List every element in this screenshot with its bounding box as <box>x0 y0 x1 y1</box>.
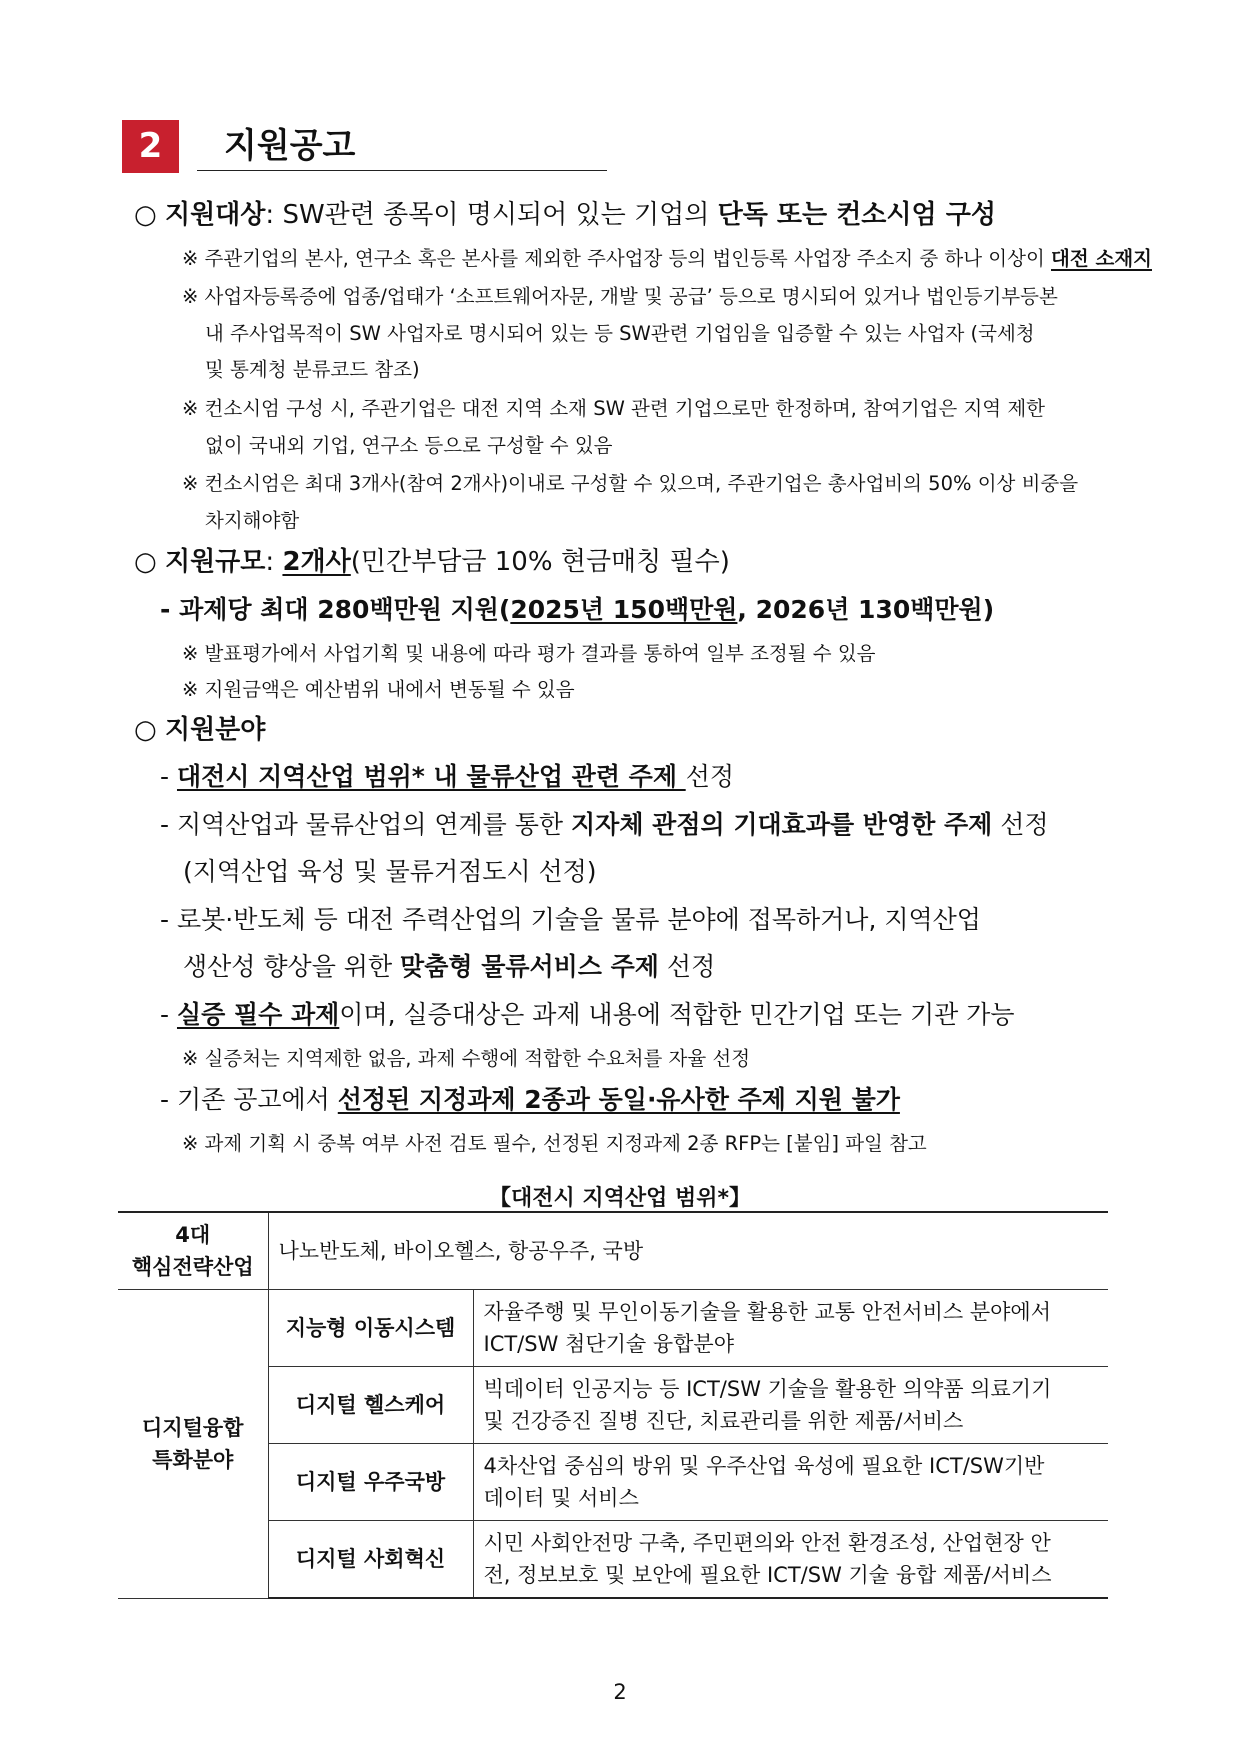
scale-emph: 2개사 <box>282 547 351 577</box>
item-description: 4차산업 중심의 방위 및 우주산업 육성에 필요한 ICT/SW기반 데이터 및 서비스 <box>473 1444 1108 1521</box>
field-item-5: - 기존 공고에서 선정된 지정과제 2종과 동일·유사한 주제 지원 불가 <box>160 1085 900 1114</box>
item-description: 자율주행 및 무인이동기술을 활용한 교통 안전서비스 분야에서 ICT/SW 첨단기술 융합분야 <box>473 1290 1108 1367</box>
item-name: 디지털 사회혁신 <box>268 1521 473 1599</box>
field-label: 지원분야 <box>164 715 266 745</box>
item-description: 빅데이터 인공지능 등 ICT/SW 기술을 활용한 의약품 의료기기 및 건강증진 질병 진단, 치료관리를 위한 제품/서비스 <box>473 1367 1108 1444</box>
table-row <box>118 1290 1108 1367</box>
item-name: 디지털 우주국방 <box>268 1444 473 1521</box>
field-item-1: - 대전시 지역산업 범위* 내 물류산업 관련 주제 선정 <box>160 762 734 791</box>
target-note-1-emph: 대전 소재지 <box>1051 247 1152 270</box>
target-note-4-line-2: 차지해야함 <box>205 509 300 532</box>
item-description: 시민 사회안전망 구축, 주민편의와 안전 환경조성, 산업현장 안 전, 정보보호 및 보안에 필요한 ICT/SW 기술 융합 제품/서비스 <box>473 1521 1108 1599</box>
target-note-3-line-2: 없이 국내외 기업, 연구소 등으로 구성할 수 있음 <box>205 434 613 457</box>
item-name: 지능형 이동시스템 <box>268 1290 473 1367</box>
scale-note-2: ※ 지원금액은 예산범위 내에서 변동될 수 있음 <box>182 678 575 701</box>
target-note-1: ※ 주관기업의 본사, 연구소 혹은 본사를 제외한 주사업장 등의 법인등록 사업장 주소지 중 하나 이상이 대전 소재지 <box>182 247 1152 270</box>
industry-scope-table <box>118 1211 1108 1599</box>
scale-funding-line: - 과제당 최대 280백만원 지원(2025년 150백만원, 2026년 130백만원) <box>160 595 995 624</box>
target-note-3-line-1: ※ 컨소시엄 구성 시, 주관기업은 대전 지역 소재 SW 관련 기업으로만 한정하며, 참여기업은 지역 제한 <box>182 397 1045 420</box>
scale-rest: (민간부담금 10% 현금매칭 필수) <box>350 547 730 577</box>
scale-funding-2025: 2025년 150백만원 <box>510 595 738 624</box>
section-number-badge: 2 <box>122 120 179 173</box>
row-label-digital-convergence: 디지털융합 특화분야 <box>118 1290 268 1599</box>
field-item-3-line-2: 생산성 향상을 위한 맞춤형 물류서비스 주제 선정 <box>183 952 716 981</box>
target-note-2-line-2: 내 주사업목적이 SW 사업자로 명시되어 있는 등 SW관련 기업임을 입증할 수 있는 사업자 (국세청 <box>205 322 1035 345</box>
scale-label: 지원규모 <box>164 547 266 577</box>
bullet-circle-icon: ○ <box>134 200 157 230</box>
field-item-2-line-2: (지역산업 육성 및 물류거점도시 선정) <box>183 857 597 886</box>
field-item-3: - 로봇·반도체 등 대전 주력산업의 기술을 물류 분야에 접목하거나, 지역산업 <box>160 905 981 934</box>
field-item-4: - 실증 필수 과제이며, 실증대상은 과제 내용에 적합한 민간기업 또는 기관 가능 <box>160 1000 1015 1029</box>
target-emph: 단독 또는 컨소시엄 구성 <box>717 200 996 230</box>
target-text: SW관련 종목이 명시되어 있는 기업의 <box>274 200 718 230</box>
section-title-underline <box>197 170 607 171</box>
target-heading: ○ 지원대상: SW관련 종목이 명시되어 있는 기업의 단독 또는 컨소시엄 구성 <box>134 200 996 230</box>
target-note-2-line-3: 및 통계청 분류코드 참조) <box>205 358 420 381</box>
bullet-circle-icon: ○ <box>134 715 157 745</box>
target-label: 지원대상 <box>164 200 266 230</box>
row-label-core-industries: 4대 핵심전략산업 <box>118 1212 268 1290</box>
field-item-4-note: ※ 실증처는 지역제한 없음, 과제 수행에 적합한 수요처를 자율 선정 <box>182 1047 751 1070</box>
table-caption: 【대전시 지역산업 범위*】 <box>488 1186 752 1211</box>
section-title: 지원공고 <box>224 126 356 166</box>
scale-heading: ○ 지원규모: 2개사(민간부담금 10% 현금매칭 필수) <box>134 547 730 577</box>
scale-note-1: ※ 발표평가에서 사업기획 및 내용에 따라 평가 결과를 통하여 일부 조정될 수 있음 <box>182 642 876 665</box>
target-note-4-line-1: ※ 컨소시엄은 최대 3개사(참여 2개사)이내로 구성할 수 있으며, 주관기업은 총사업비의 50% 이상 비중을 <box>182 472 1079 495</box>
bullet-circle-icon: ○ <box>134 547 157 577</box>
table-row <box>118 1212 1108 1290</box>
core-industries-value: 나노반도체, 바이오헬스, 항공우주, 국방 <box>268 1212 1108 1290</box>
field-heading <box>134 713 265 747</box>
field-item-5-note: ※ 과제 기획 시 중복 여부 사전 검토 필수, 선정된 지정과제 2종 RFP는 [붙임] 파일 참고 <box>182 1132 927 1155</box>
page-number: 2 <box>613 1680 627 1704</box>
target-note-2-line-1: ※ 사업자등록증에 업종/업태가 ‘소프트웨어자문, 개발 및 공급’ 등으로 명시되어 있거나 법인등기부등본 <box>182 285 1058 308</box>
item-name: 디지털 헬스케어 <box>268 1367 473 1444</box>
field-item-2: - 지역산업과 물류산업의 연계를 통한 지자체 관점의 기대효과를 반영한 주제 선정 <box>160 810 1049 839</box>
